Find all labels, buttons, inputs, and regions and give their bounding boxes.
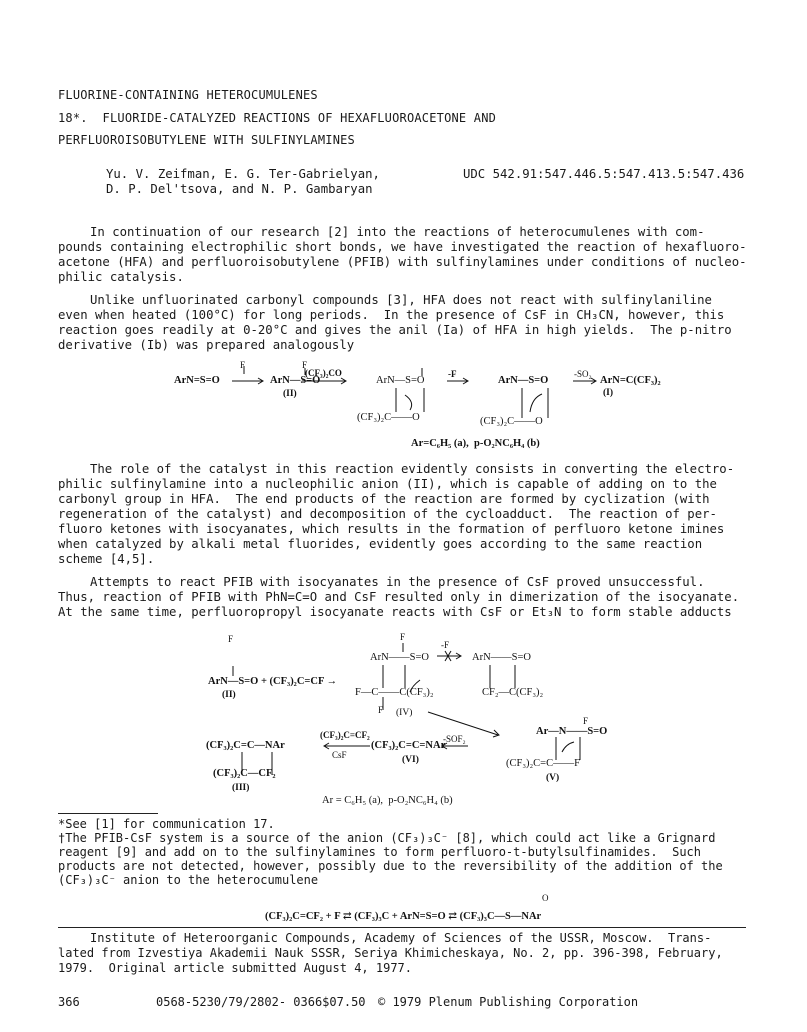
footnote-dagger-line-2: reagent [9] and add on to the sulfinylamines to form perfluoro-t-butylsulfinamides. Such bbox=[58, 845, 701, 859]
footnote-dagger-line-1: †The PFIB-CsF system is a source of the anion (CF₃)₃C⁻ [8], which could act like a Grignard bbox=[58, 831, 716, 845]
affiliation-line-1: Institute of Heteroorganic Compounds, Academy of Sciences of the USSR, Moscow. Trans- bbox=[90, 931, 712, 945]
cycloadduct-1-top: ArN—S=O bbox=[376, 375, 425, 386]
p1-line-4: philic catalysis. bbox=[58, 270, 184, 284]
f-minus-catalyst: F bbox=[240, 360, 246, 370]
label-iv: (IV) bbox=[396, 708, 413, 718]
minus-so2-label: -SO₂ bbox=[574, 369, 592, 379]
scheme-2-ar-definition: Ar = C₆H₅ (a), p-O₂NC₆H₄ (b) bbox=[322, 795, 453, 806]
affiliation-line-2: lated from Izvestiya Akademii Nauk SSSR, Seriya Khimicheskaya, No. 2, pp. 396-398, February, bbox=[58, 946, 723, 960]
scheme-1-ar-definition: Ar=C₆H₅ (a), p-O₂NC₆H₄ (b) bbox=[411, 438, 540, 449]
p1-line-2: pounds containing electrophilic short bonds, we have investigated the reaction of hexafluoro- bbox=[58, 240, 747, 254]
footnote-equation: (CF₃)₂C=CF₂ + F ⇄ (CF₃)₃C + ArN=S=O ⇄ (CF₃)₃C—S—NAr bbox=[265, 911, 542, 922]
authors-line-1: Yu. V. Zeifman, E. G. Ter-Gabrielyan, bbox=[106, 167, 380, 181]
p3-line-4: regeneration of the catalyst) and decomposition of the cycloadduct. The reaction of per- bbox=[58, 507, 717, 521]
adduct-iv-top: ArN——S=O bbox=[370, 652, 430, 663]
heterocycle-v-bottom: (CF₃)₂C=C——F bbox=[506, 758, 580, 769]
p2-line-1: Unlike unfluorinated carbonyl compounds [3], HFA does not react with sulfinylaniline bbox=[90, 293, 712, 307]
p3-line-3: carbonyl group in HFA. The end products of the reaction are formed by cyclization (with bbox=[58, 492, 710, 506]
affiliation-line-3: 1979. Original article submitted August 4, 1977. bbox=[58, 961, 413, 975]
p1-line-3: acetone (HFA) and perfluoroisobutylene (PFIB) with sulfinylamines under conditions of nucleo- bbox=[58, 255, 747, 269]
cycloadduct-2-top: ArN—S=O bbox=[498, 375, 549, 386]
footnote-star: *See [1] for communication 17. bbox=[58, 817, 275, 831]
label-i: (I) bbox=[603, 388, 614, 398]
label-ii: (II) bbox=[283, 389, 297, 399]
p1-line-1: In continuation of our research [2] into the reactions of heterocumulenes with com- bbox=[90, 225, 705, 239]
reactant-sulfinylamine: ArN=S=O bbox=[174, 375, 220, 386]
ketenimine-vi: (CF₃)₂C=C=NAr bbox=[371, 740, 446, 751]
cycloadduct-2-bottom: (CF₃)₂C——O bbox=[480, 416, 543, 427]
p3-line-6: when catalyzed by alkali metal fluorides, evidently goes according to the same reaction bbox=[58, 537, 703, 551]
authors-line-2: D. P. Del'tsova, and N. P. Gambaryan bbox=[106, 182, 373, 196]
series-title: FLUORINE-CONTAINING HETEROCUMULENES bbox=[58, 88, 318, 102]
journal-code: 0568-5230/79/2802- 0366$07.50 bbox=[156, 995, 366, 1009]
adduct-iv-b-bottom: CF₂—C(CF₃)₂ bbox=[482, 687, 544, 698]
reagent-hfa: (CF₃)₂CO bbox=[305, 368, 342, 378]
v-curve-arrow bbox=[562, 742, 574, 752]
p3-line-1: The role of the catalyst in this reaction evidently consists in converting the electro- bbox=[90, 462, 735, 476]
p2-line-3: reaction goes readily at 0-20°C and gives the anil (Ia) of HFA in high yields. The p-nitro bbox=[58, 323, 732, 337]
footnote-divider bbox=[58, 813, 158, 814]
ii-f-label: F bbox=[228, 634, 234, 644]
cyclobutane-iii-top: (CF₃)₂C=C—NAr bbox=[206, 740, 285, 751]
udc-code: UDC 542.91:547.446.5:547.413.5:547.436 bbox=[463, 167, 745, 181]
equation-oxygen: O bbox=[542, 893, 549, 903]
copyright-notice: © 1979 Plenum Publishing Corporation bbox=[378, 995, 639, 1009]
anion-ii: ArN—S=O bbox=[270, 375, 321, 386]
p3-line-5: fluoro ketones with isocyanates, which results in the formation of perfluoro ketone imines bbox=[58, 522, 725, 536]
iv-bottom-f: F bbox=[378, 705, 384, 715]
adduct-iv-middle: F—C——C(CF₃)₂ bbox=[355, 687, 434, 698]
page-number: 366 bbox=[58, 995, 80, 1009]
p2-line-2: even when heated (100°C) for long periods. In the presence of CsF in CH₃CN, however, this bbox=[58, 308, 725, 322]
anion-ii-f: F bbox=[302, 360, 308, 370]
product-i: ArN=C(CF₃)₂ bbox=[600, 375, 661, 386]
article-title-line-1: 18*. FLUORIDE-CATALYZED REACTIONS OF HEXAFLUOROACETONE AND bbox=[58, 111, 497, 125]
p3-line-7: scheme [4,5]. bbox=[58, 552, 155, 566]
footnote-dagger-line-3: products are not detected, however, possibly due to the reversibility of the addition of the bbox=[58, 859, 723, 873]
iv-top-f: F bbox=[400, 632, 406, 642]
v-top-f: F bbox=[583, 716, 589, 726]
p4-line-2: Thus, reaction of PFIB with PhN=C=O and CsF resulted only in dimerization of the isocyanate. bbox=[58, 590, 740, 604]
minus-f-crossed-label: -F bbox=[441, 640, 450, 650]
label-ii-2: (II) bbox=[222, 690, 236, 700]
minus-f-label: -F bbox=[448, 369, 457, 379]
reagent-pfib: (CF₃)₂C=CF₂ bbox=[320, 730, 370, 740]
adduct-iv-b-top: ArN——S=O bbox=[472, 652, 532, 663]
arrow-to-v bbox=[428, 712, 498, 735]
footnote-dagger-line-4: (CF₃)₃C⁻ anion to the heterocumulene bbox=[58, 873, 319, 887]
p2-line-4: derivative (Ib) was prepared analogously bbox=[58, 338, 355, 352]
article-title-line-2: PERFLUOROISOBUTYLENE WITH SULFINYLAMINES bbox=[58, 133, 355, 147]
p4-line-3: At the same time, perfluoropropyl isocyanate reacts with CsF or Et₃N to form stable adducts bbox=[58, 605, 732, 619]
heterocycle-v-top: Ar—N——S=O bbox=[536, 726, 608, 737]
cycloadduct-1-bottom: (CF₃)₂C——O bbox=[357, 412, 420, 423]
label-vi: (VI) bbox=[402, 755, 419, 765]
p4-line-1: Attempts to react PFIB with isocyanates in the presence of CsF proved unsuccessful. bbox=[90, 575, 705, 589]
label-v: (V) bbox=[546, 773, 560, 783]
affiliation-divider bbox=[58, 927, 746, 928]
anion-ii-plus-pfib: ArN—S=O + (CF₃)₂C=CF → bbox=[208, 676, 338, 687]
label-iii: (III) bbox=[232, 783, 250, 793]
cyclobutane-iii-bottom: (CF₃)₂C—CF₂ bbox=[213, 768, 276, 779]
csf-label: CsF bbox=[332, 750, 347, 760]
p3-line-2: philic sulfinylamine into a nucleophilic anion (II), which is capable of adding on to the bbox=[58, 477, 717, 491]
minus-sof2-label: -SOF₂ bbox=[443, 734, 466, 744]
